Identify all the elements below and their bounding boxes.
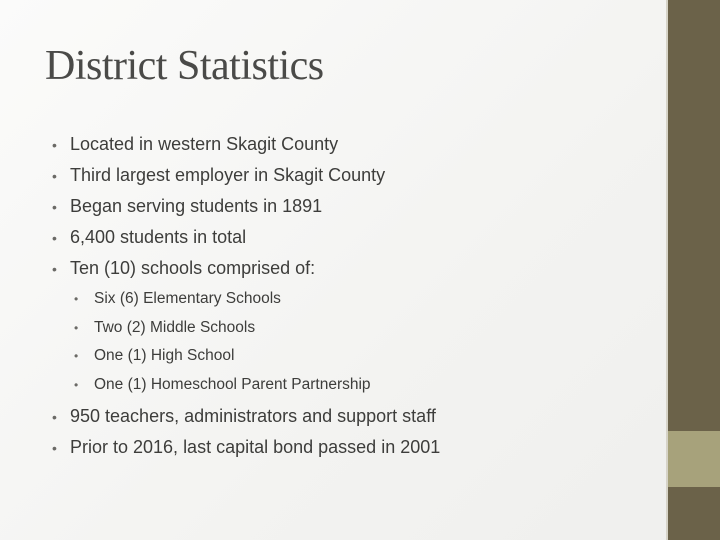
list-item-text: Prior to 2016, last capital bond passed in 2001 [70,437,441,457]
list-item-text: Located in western Skagit County [70,134,339,154]
bullet-icon: • [52,440,57,456]
list-item [52,227,247,248]
bullet-icon: • [74,292,79,306]
list-item [52,406,436,427]
bullet-icon: • [74,321,79,335]
sub-list-item-text: One (1) Homeschool Parent Partnership [94,376,371,393]
sub-list-item-text: Six (6) Elementary Schools [94,290,281,307]
list-item [52,134,339,155]
sidebar-accent-block [666,431,720,487]
list-item-text: Began serving students in 1891 [70,196,323,216]
bullet-icon: • [52,261,57,277]
list-item-text: Third largest employer in Skagit County [70,165,386,185]
sub-list-item-text: Two (2) Middle Schools [94,319,256,336]
list-item [52,196,323,217]
list-item-text: Ten (10) schools comprised of: [70,258,316,278]
bullet-icon: • [74,378,79,392]
list-item [52,437,441,458]
sub-list-item [74,376,371,394]
bullet-icon: • [52,409,57,425]
bullet-icon: • [52,199,57,215]
bullet-icon: • [74,349,79,363]
bullet-icon: • [52,137,57,153]
bullet-icon: • [52,230,57,246]
sub-list-item [74,290,281,308]
sub-list-item [74,319,256,337]
list-item [52,165,386,186]
sub-list-item [74,347,235,365]
sub-list-item-text: One (1) High School [94,347,235,364]
slide-title: District Statistics [45,43,324,89]
list-item [52,258,316,279]
list-item-text: 6,400 students in total [70,227,247,247]
list-item-text: 950 teachers, administrators and support staff [70,406,436,426]
bullet-icon: • [52,168,57,184]
